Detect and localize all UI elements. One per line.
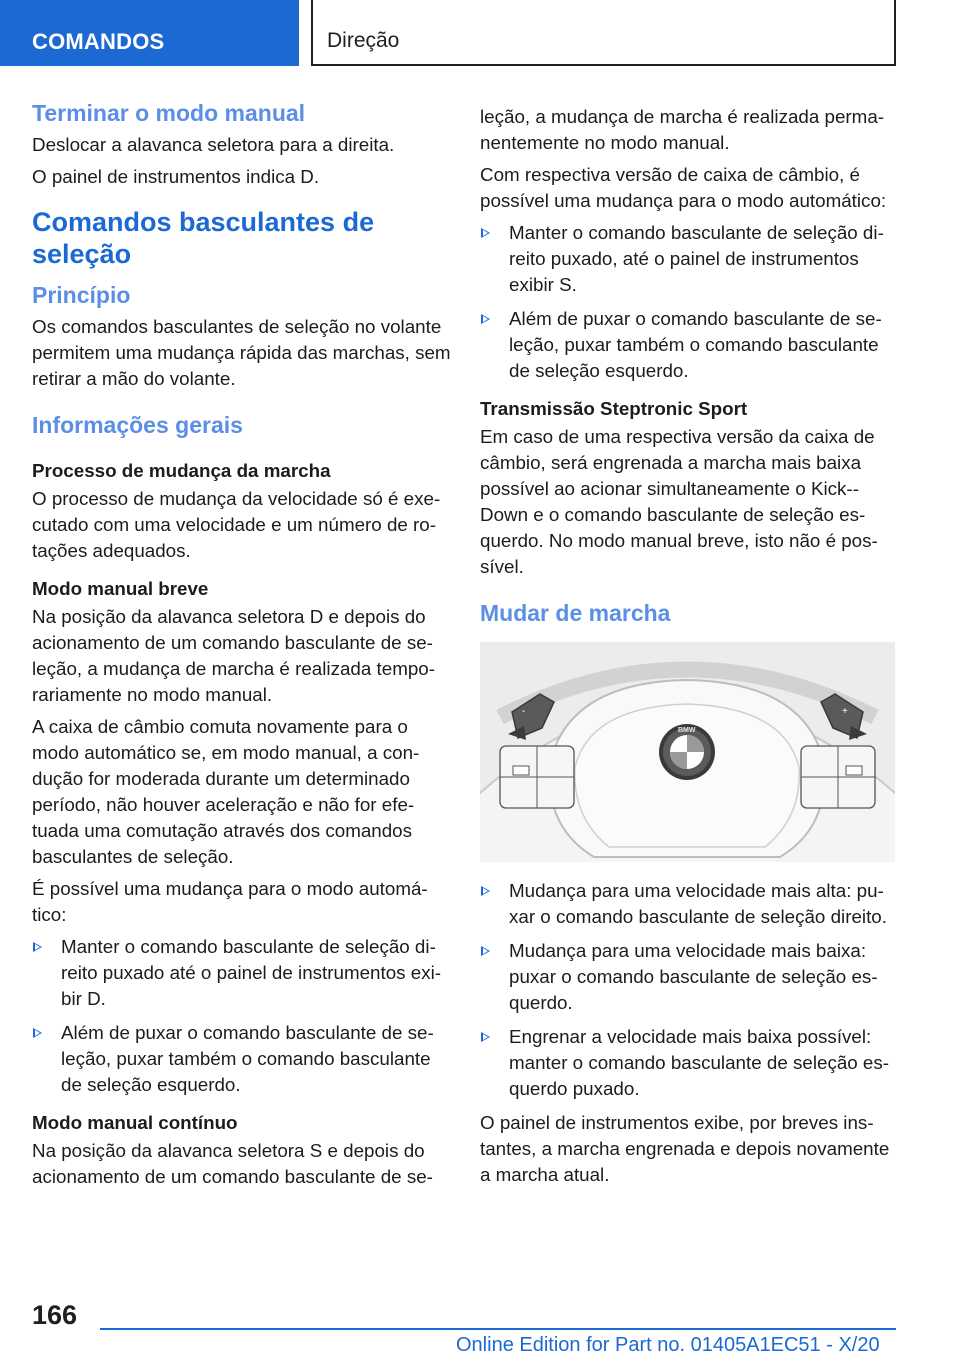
chapter-header [311,0,896,66]
paragraph: Os comandos basculantes de seleção no volante permitem uma mudança rápida das marchas, sem retirar a mão do volante. [32,316,451,389]
svg-text:BMW: BMW [678,727,696,734]
footer-divider [100,1328,896,1330]
paragraph: leção, a mudança de marcha é realizada permanentemente no modo manual. [480,106,885,153]
paragraph: Na posição da alavanca seletora D e depois do acionamento de um comando basculante de seleção, a mudança de marcha é realizada temporariamente no modo manual. [32,606,435,705]
paragraph: A caixa de câmbio comuta novamente para o modo automático se, em modo manual, a condução for moderada durante um determinado período, não houver aceleração e não for efetuada uma comutação através dos comandos basculantes de seleção. [32,716,420,867]
bullet-list [480,220,900,384]
paragraph: Em caso de uma respectiva versão da caixa de câmbio, será engrenada a marcha mais baixa possível ao acionar simultaneamente o Kick-Down e o comando basculante de seleção esquerdo. No modo manual breve, isto não é possível. [480,426,878,577]
paragraph: É possível uma mudança para o modo automático: [32,878,428,925]
list-item: Mudança para uma velocidade mais baixa: puxar o comando basculante de seleção esquerdo. [480,938,900,1016]
page-number: 166 [32,1300,78,1330]
heading-modo-continuo: Modo manual contínuo [32,1112,238,1133]
svg-text:+: + [842,706,848,717]
paragraph: Com respectiva versão de caixa de câmbio, é possível uma mudança para o modo automático: [480,164,887,211]
bullet-triangle-icon [33,1028,42,1038]
right-column [480,104,900,1194]
list-item: Mudança para uma velocidade mais alta: puxar o comando basculante de seleção direito. [480,878,900,930]
section-tab-label: COMANDOS [32,29,165,54]
paragraph: Deslocar a alavanca seletora para a direita. [32,134,395,155]
list-item: Engrenar a velocidade mais baixa possível: manter o comando basculante de seleção esquerdo puxado. [480,1024,900,1102]
bullet-triangle-icon [481,886,490,896]
list-item: Além de puxar o comando basculante de seleção, puxar também o comando basculante de seleção esquerdo. [32,1020,452,1098]
bullet-triangle-icon [481,228,490,238]
steering-wheel-illustration [480,642,895,862]
footer-edition-link[interactable]: Online Edition for Part no. 01405A1EC51 - X/20 [456,1334,880,1356]
list-item: Manter o comando basculante de seleção direito puxado até o painel de instrumentos exibir D. [32,934,452,1012]
bullet-triangle-icon [33,942,42,952]
bullet-triangle-icon [481,1032,490,1042]
chapter-title: Direção [327,29,400,52]
paragraph: Na posição da alavanca seletora S e depois do acionamento de um comando basculante de se- [32,1140,433,1187]
heading-processo: Processo de mudança da marcha [32,460,331,481]
heading-modo-breve: Modo manual breve [32,578,209,599]
paragraph: O painel de instrumentos indica D. [32,166,320,187]
heading-informacoes-gerais: Informações gerais [32,412,243,438]
heading-principio: Princípio [32,282,131,308]
paragraph: O painel de instrumentos exibe, por breves instantes, a marcha engrenada e depois novamente a marcha atual. [480,1112,890,1185]
bullet-triangle-icon [481,314,490,324]
heading-mudar-de-marcha: Mudar de marcha [480,600,671,626]
section-tab [0,0,299,66]
heading-terminar: Terminar o modo manual [32,100,306,126]
bullet-triangle-icon [481,946,490,956]
bullet-list [32,934,452,1098]
heading-steptronic: Transmissão Steptronic Sport [480,398,748,419]
svg-text:-: - [522,706,526,717]
list-item: Manter o comando basculante de seleção direito puxado, até o painel de instrumentos exibir S. [480,220,900,298]
paragraph: O processo de mudança da velocidade só é executado com uma velocidade e um número de rotações adequados. [32,488,441,561]
heading-comandos-basculantes: Comandos basculantes de seleção [32,207,375,269]
left-column [32,98,452,1196]
bullet-list [480,878,900,1102]
list-item: Além de puxar o comando basculante de seleção, puxar também o comando basculante de seleção esquerdo. [480,306,900,384]
steering-wheel-icon [480,642,895,862]
